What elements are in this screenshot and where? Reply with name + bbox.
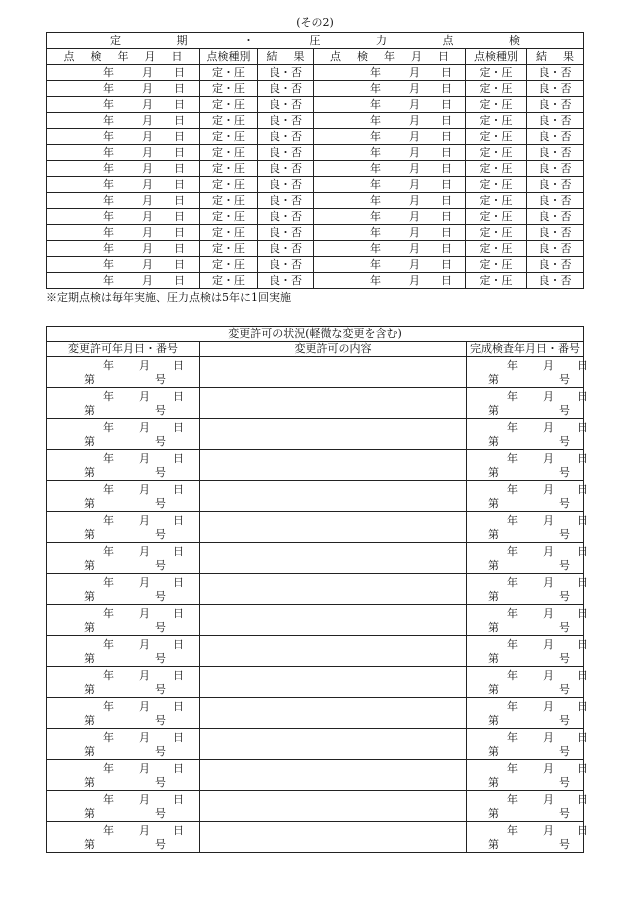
inspection-type-cell[interactable]: 定・圧 bbox=[466, 257, 527, 273]
inspection-date-cell[interactable]: 年 月 日 bbox=[47, 161, 200, 177]
change-row bbox=[47, 357, 584, 388]
permit-date-number-cell[interactable]: 年 月 日 第 号 bbox=[47, 605, 200, 636]
completion-date-number-cell[interactable]: 年 月 日 第 号 bbox=[467, 419, 584, 450]
inspection-date-cell[interactable]: 年 月 日 bbox=[47, 273, 200, 289]
inspection-type-cell[interactable]: 定・圧 bbox=[200, 65, 258, 81]
permit-date-number-cell[interactable]: 年 月 日 第 号 bbox=[47, 791, 200, 822]
permit-content-cell[interactable] bbox=[200, 760, 467, 791]
inspection-result-cell[interactable]: 良・否 bbox=[527, 257, 584, 273]
page-label: (その2) bbox=[296, 16, 334, 29]
change-title-row bbox=[47, 327, 584, 342]
completion-date-number-cell[interactable]: 年 月 日 第 号 bbox=[467, 574, 584, 605]
change-row bbox=[47, 667, 584, 698]
inspection-date-cell[interactable]: 年 月 日 bbox=[47, 81, 200, 97]
inspection-result-cell[interactable]: 良・否 bbox=[258, 81, 314, 97]
change-permit-table bbox=[46, 326, 588, 853]
inspection-result-cell[interactable]: 良・否 bbox=[258, 193, 314, 209]
inspection-type-cell[interactable]: 定・圧 bbox=[466, 273, 527, 289]
inspection-type-cell[interactable]: 定・圧 bbox=[466, 65, 527, 81]
inspection-result-cell[interactable]: 良・否 bbox=[527, 129, 584, 145]
inspection-row bbox=[47, 257, 584, 273]
completion-date-number-cell[interactable]: 年 月 日 第 号 bbox=[467, 822, 584, 853]
change-row bbox=[47, 698, 584, 729]
header-permit-date-number: 変更許可年月日・番号 bbox=[47, 342, 200, 357]
inspection-type-cell[interactable]: 定・圧 bbox=[466, 193, 527, 209]
inspection-result-cell[interactable]: 良・否 bbox=[527, 193, 584, 209]
inspection-date-cell[interactable]: 年 月 日 bbox=[314, 65, 466, 81]
inspection-header-row bbox=[47, 49, 584, 65]
permit-content-cell[interactable] bbox=[200, 822, 467, 853]
change-title: 変更許可の状況(軽微な変更を含む) bbox=[47, 327, 584, 342]
permit-content-cell[interactable] bbox=[200, 636, 467, 667]
change-row bbox=[47, 822, 584, 853]
inspection-date-cell[interactable]: 年 月 日 bbox=[47, 209, 200, 225]
inspection-type-cell[interactable]: 定・圧 bbox=[200, 257, 258, 273]
completion-date-number-cell[interactable]: 年 月 日 第 号 bbox=[467, 791, 584, 822]
permit-content-cell[interactable] bbox=[200, 543, 467, 574]
inspection-result-cell[interactable]: 良・否 bbox=[258, 241, 314, 257]
inspection-table bbox=[46, 32, 584, 289]
inspection-result-cell[interactable]: 良・否 bbox=[258, 209, 314, 225]
inspection-result-cell[interactable]: 良・否 bbox=[527, 145, 584, 161]
change-row bbox=[47, 729, 584, 760]
inspection-type-cell[interactable]: 定・圧 bbox=[200, 273, 258, 289]
permit-content-cell[interactable] bbox=[200, 729, 467, 760]
inspection-date-cell[interactable]: 年 月 日 bbox=[314, 113, 466, 129]
change-row bbox=[47, 388, 584, 419]
inspection-result-cell[interactable]: 良・否 bbox=[527, 225, 584, 241]
change-row bbox=[47, 636, 584, 667]
inspection-type-cell[interactable]: 定・圧 bbox=[466, 97, 527, 113]
inspection-date-cell[interactable]: 年 月 日 bbox=[314, 257, 466, 273]
permit-content-cell[interactable] bbox=[200, 574, 467, 605]
inspection-date-cell[interactable]: 年 月 日 bbox=[314, 177, 466, 193]
inspection-type-cell[interactable]: 定・圧 bbox=[466, 113, 527, 129]
permit-content-cell[interactable] bbox=[200, 481, 467, 512]
completion-date-number-cell[interactable]: 年 月 日 第 号 bbox=[467, 450, 584, 481]
inspection-row bbox=[47, 225, 584, 241]
inspection-type-cell[interactable]: 定・圧 bbox=[200, 177, 258, 193]
permit-content-cell[interactable] bbox=[200, 667, 467, 698]
inspection-date-cell[interactable]: 年 月 日 bbox=[314, 273, 466, 289]
inspection-date-cell[interactable]: 年 月 日 bbox=[47, 97, 200, 113]
permit-date-number-cell[interactable]: 年 月 日 第 号 bbox=[47, 760, 200, 791]
inspection-date-cell[interactable]: 年 月 日 bbox=[314, 97, 466, 113]
permit-content-cell[interactable] bbox=[200, 791, 467, 822]
permit-date-number-cell[interactable]: 年 月 日 第 号 bbox=[47, 698, 200, 729]
permit-date-number-cell[interactable]: 年 月 日 第 号 bbox=[47, 388, 200, 419]
permit-date-number-cell[interactable]: 年 月 日 第 号 bbox=[47, 636, 200, 667]
inspection-result-cell[interactable]: 良・否 bbox=[258, 257, 314, 273]
inspection-result-cell[interactable]: 良・否 bbox=[258, 145, 314, 161]
inspection-type-cell[interactable]: 定・圧 bbox=[200, 241, 258, 257]
change-row bbox=[47, 450, 584, 481]
inspection-date-cell[interactable]: 年 月 日 bbox=[314, 209, 466, 225]
completion-date-number-cell[interactable]: 年 月 日 第 号 bbox=[467, 698, 584, 729]
inspection-type-cell[interactable]: 定・圧 bbox=[466, 241, 527, 257]
completion-date-number-cell[interactable]: 年 月 日 第 号 bbox=[467, 760, 584, 791]
permit-content-cell[interactable] bbox=[200, 450, 467, 481]
permit-date-number-cell[interactable]: 年 月 日 第 号 bbox=[47, 667, 200, 698]
completion-date-number-cell[interactable]: 年 月 日 第 号 bbox=[467, 388, 584, 419]
inspection-row bbox=[47, 97, 584, 113]
inspection-date-cell[interactable]: 年 月 日 bbox=[47, 113, 200, 129]
inspection-result-cell[interactable]: 良・否 bbox=[258, 161, 314, 177]
inspection-date-cell[interactable]: 年 月 日 bbox=[314, 129, 466, 145]
header-result: 結 果 bbox=[258, 49, 314, 65]
permit-date-number-cell[interactable]: 年 月 日 第 号 bbox=[47, 512, 200, 543]
inspection-type-cell[interactable]: 定・圧 bbox=[466, 129, 527, 145]
change-row bbox=[47, 481, 584, 512]
inspection-date-cell[interactable]: 年 月 日 bbox=[47, 241, 200, 257]
header-completion-date-number: 完成検査年月日・番号 bbox=[467, 342, 584, 357]
inspection-date-cell[interactable]: 年 月 日 bbox=[47, 225, 200, 241]
inspection-result-cell[interactable]: 良・否 bbox=[527, 161, 584, 177]
change-row bbox=[47, 605, 584, 636]
header-inspection-date: 点 検 年 月 日 bbox=[314, 49, 466, 65]
change-row bbox=[47, 543, 584, 574]
permit-date-number-cell[interactable]: 年 月 日 第 号 bbox=[47, 357, 200, 388]
inspection-title-row bbox=[47, 33, 584, 49]
inspection-row bbox=[47, 273, 584, 289]
permit-content-cell[interactable] bbox=[200, 388, 467, 419]
inspection-type-cell[interactable]: 定・圧 bbox=[200, 97, 258, 113]
permit-content-cell[interactable] bbox=[200, 357, 467, 388]
completion-date-number-cell[interactable]: 年 月 日 第 号 bbox=[467, 481, 584, 512]
header-inspection-date: 点 検 年 月 日 bbox=[47, 49, 200, 65]
inspection-date-cell[interactable]: 年 月 日 bbox=[314, 225, 466, 241]
inspection-row bbox=[47, 65, 584, 81]
inspection-date-cell[interactable]: 年 月 日 bbox=[314, 241, 466, 257]
inspection-result-cell[interactable]: 良・否 bbox=[527, 97, 584, 113]
permit-date-number-cell[interactable]: 年 月 日 第 号 bbox=[47, 574, 200, 605]
permit-content-cell[interactable] bbox=[200, 605, 467, 636]
header-permit-content: 変更許可の内容 bbox=[200, 342, 467, 357]
inspection-result-cell[interactable]: 良・否 bbox=[258, 129, 314, 145]
inspection-type-cell[interactable]: 定・圧 bbox=[466, 225, 527, 241]
inspection-result-cell[interactable]: 良・否 bbox=[527, 273, 584, 289]
completion-date-number-cell[interactable]: 年 月 日 第 号 bbox=[467, 667, 584, 698]
change-row bbox=[47, 419, 584, 450]
change-header-row bbox=[47, 342, 584, 357]
header-inspection-type: 点検種別 bbox=[200, 49, 258, 65]
inspection-type-cell[interactable]: 定・圧 bbox=[466, 177, 527, 193]
inspection-date-cell[interactable]: 年 月 日 bbox=[47, 177, 200, 193]
inspection-date-cell[interactable]: 年 月 日 bbox=[314, 161, 466, 177]
permit-content-cell[interactable] bbox=[200, 419, 467, 450]
inspection-date-cell[interactable]: 年 月 日 bbox=[47, 65, 200, 81]
inspection-type-cell[interactable]: 定・圧 bbox=[466, 161, 527, 177]
inspection-result-cell[interactable]: 良・否 bbox=[527, 241, 584, 257]
inspection-row bbox=[47, 145, 584, 161]
completion-date-number-cell[interactable]: 年 月 日 第 号 bbox=[467, 605, 584, 636]
inspection-type-cell[interactable]: 定・圧 bbox=[466, 145, 527, 161]
inspection-date-cell[interactable]: 年 月 日 bbox=[47, 193, 200, 209]
permit-date-number-cell[interactable]: 年 月 日 第 号 bbox=[47, 419, 200, 450]
header-result: 結 果 bbox=[527, 49, 584, 65]
inspection-type-cell[interactable]: 定・圧 bbox=[466, 81, 527, 97]
inspection-type-cell[interactable]: 定・圧 bbox=[200, 225, 258, 241]
change-row bbox=[47, 791, 584, 822]
inspection-date-cell[interactable]: 年 月 日 bbox=[314, 193, 466, 209]
completion-date-number-cell[interactable]: 年 月 日 第 号 bbox=[467, 357, 584, 388]
inspection-date-cell[interactable]: 年 月 日 bbox=[47, 145, 200, 161]
inspection-result-cell[interactable]: 良・否 bbox=[258, 273, 314, 289]
inspection-row bbox=[47, 81, 584, 97]
inspection-title: 定 期 ・ 圧 力 点 検 bbox=[47, 33, 584, 49]
header-inspection-type: 点検種別 bbox=[466, 49, 527, 65]
inspection-type-cell[interactable]: 定・圧 bbox=[200, 209, 258, 225]
change-row bbox=[47, 760, 584, 791]
inspection-result-cell[interactable]: 良・否 bbox=[258, 65, 314, 81]
change-row bbox=[47, 512, 584, 543]
permit-date-number-cell[interactable]: 年 月 日 第 号 bbox=[47, 729, 200, 760]
inspection-row bbox=[47, 129, 584, 145]
inspection-row bbox=[47, 177, 584, 193]
inspection-row bbox=[47, 161, 584, 177]
permit-date-number-cell[interactable]: 年 月 日 第 号 bbox=[47, 543, 200, 574]
inspection-result-cell[interactable]: 良・否 bbox=[258, 225, 314, 241]
inspection-row bbox=[47, 241, 584, 257]
inspection-row bbox=[47, 113, 584, 129]
inspection-result-cell[interactable]: 良・否 bbox=[527, 65, 584, 81]
inspection-date-cell[interactable]: 年 月 日 bbox=[47, 129, 200, 145]
inspection-result-cell[interactable]: 良・否 bbox=[527, 81, 584, 97]
inspection-type-cell[interactable]: 定・圧 bbox=[200, 81, 258, 97]
permit-content-cell[interactable] bbox=[200, 512, 467, 543]
completion-date-number-cell[interactable]: 年 月 日 第 号 bbox=[467, 512, 584, 543]
inspection-type-cell[interactable]: 定・圧 bbox=[200, 161, 258, 177]
footnote: ※定期点検は毎年実施、圧力点検は5年に1回実施 bbox=[46, 291, 291, 304]
permit-date-number-cell[interactable]: 年 月 日 第 号 bbox=[47, 822, 200, 853]
inspection-result-cell[interactable]: 良・否 bbox=[527, 209, 584, 225]
permit-date-number-cell[interactable]: 年 月 日 第 号 bbox=[47, 450, 200, 481]
inspection-type-cell[interactable]: 定・圧 bbox=[200, 193, 258, 209]
inspection-type-cell[interactable]: 定・圧 bbox=[466, 209, 527, 225]
inspection-row bbox=[47, 209, 584, 225]
inspection-result-cell[interactable]: 良・否 bbox=[527, 113, 584, 129]
inspection-result-cell[interactable]: 良・否 bbox=[258, 177, 314, 193]
inspection-result-cell[interactable]: 良・否 bbox=[527, 177, 584, 193]
inspection-date-cell[interactable]: 年 月 日 bbox=[314, 145, 466, 161]
inspection-type-cell[interactable]: 定・圧 bbox=[200, 113, 258, 129]
change-row bbox=[47, 574, 584, 605]
inspection-date-cell[interactable]: 年 月 日 bbox=[314, 81, 466, 97]
inspection-result-cell[interactable]: 良・否 bbox=[258, 113, 314, 129]
inspection-date-cell[interactable]: 年 月 日 bbox=[47, 257, 200, 273]
inspection-type-cell[interactable]: 定・圧 bbox=[200, 145, 258, 161]
inspection-row bbox=[47, 193, 584, 209]
completion-date-number-cell[interactable]: 年 月 日 第 号 bbox=[467, 636, 584, 667]
permit-content-cell[interactable] bbox=[200, 698, 467, 729]
inspection-result-cell[interactable]: 良・否 bbox=[258, 97, 314, 113]
inspection-type-cell[interactable]: 定・圧 bbox=[200, 129, 258, 145]
completion-date-number-cell[interactable]: 年 月 日 第 号 bbox=[467, 729, 584, 760]
completion-date-number-cell[interactable]: 年 月 日 第 号 bbox=[467, 543, 584, 574]
permit-date-number-cell[interactable]: 年 月 日 第 号 bbox=[47, 481, 200, 512]
